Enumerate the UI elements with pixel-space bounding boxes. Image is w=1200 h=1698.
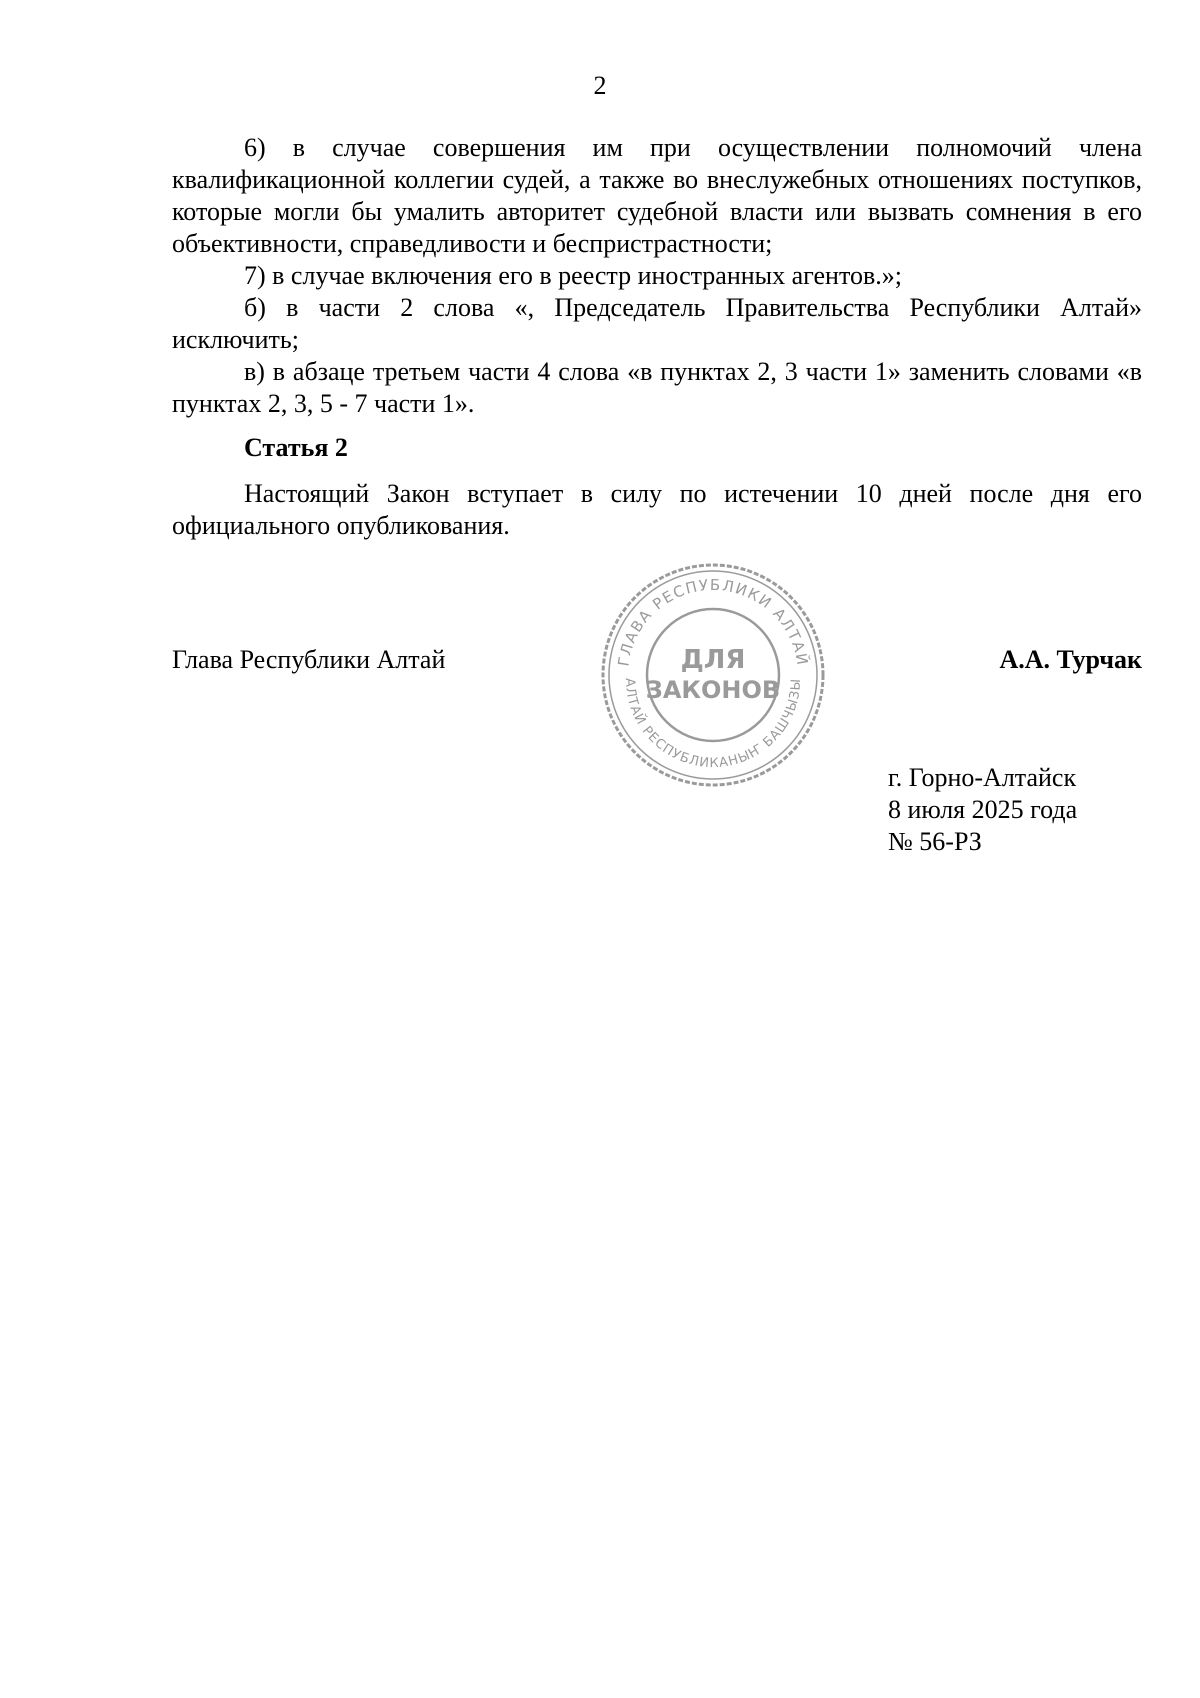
stamp-center-line1: ДЛЯ: [680, 645, 746, 675]
place-date-block: [888, 762, 1077, 858]
paragraph-item-6: 6) в случае совершения им при осуществлении полномочий члена квалификационной коллегии судей, а также во внеслужебных отношениях поступков, которые могли бы умалить авторитет судебной власти или вызвать сомнения в его объективности, справедливости и беспристрастности;: [172, 133, 1142, 258]
article-text: Настоящий Закон вступает в силу по истечении 10 дней после дня его официального опубликования.: [172, 479, 1142, 540]
law-body: [172, 132, 1142, 542]
article-heading: Статья 2: [244, 433, 348, 462]
stamp-seal-icon: [598, 560, 828, 790]
paragraph-item-7: 7) в случае включения его в реестр иностранных агентов.»;: [244, 261, 902, 290]
signer-name: А.А. Турчак: [999, 645, 1142, 674]
city-line: г. Горно-Алтайск: [888, 763, 1077, 792]
law-number-line: № 56-РЗ: [888, 827, 982, 856]
stamp-top-text: ГЛАВА РЕСПУБЛИКИ АЛТАЙ: [614, 575, 812, 668]
date-line: 8 июля 2025 года: [888, 795, 1078, 824]
official-stamp: [598, 560, 828, 790]
signer-title: Глава Республики Алтай: [172, 645, 446, 674]
paragraph-item-v: в) в абзаце третьем части 4 слова «в пунктах 2, 3 части 1» заменить словами «в пунктах 2, 3, 5 - 7 части 1».: [172, 357, 1142, 418]
stamp-center-line2: ЗАКОНОВ: [645, 676, 781, 704]
stamp-bottom-text: АЛТАЙ РЕСПУБЛИКАНЫҤ БАШЧЫЗЫ: [621, 677, 805, 772]
paragraph-item-b: б) в части 2 слова «, Председатель Правительства Республики Алтай» исключить;: [172, 293, 1142, 354]
page-number: 2: [593, 71, 607, 100]
